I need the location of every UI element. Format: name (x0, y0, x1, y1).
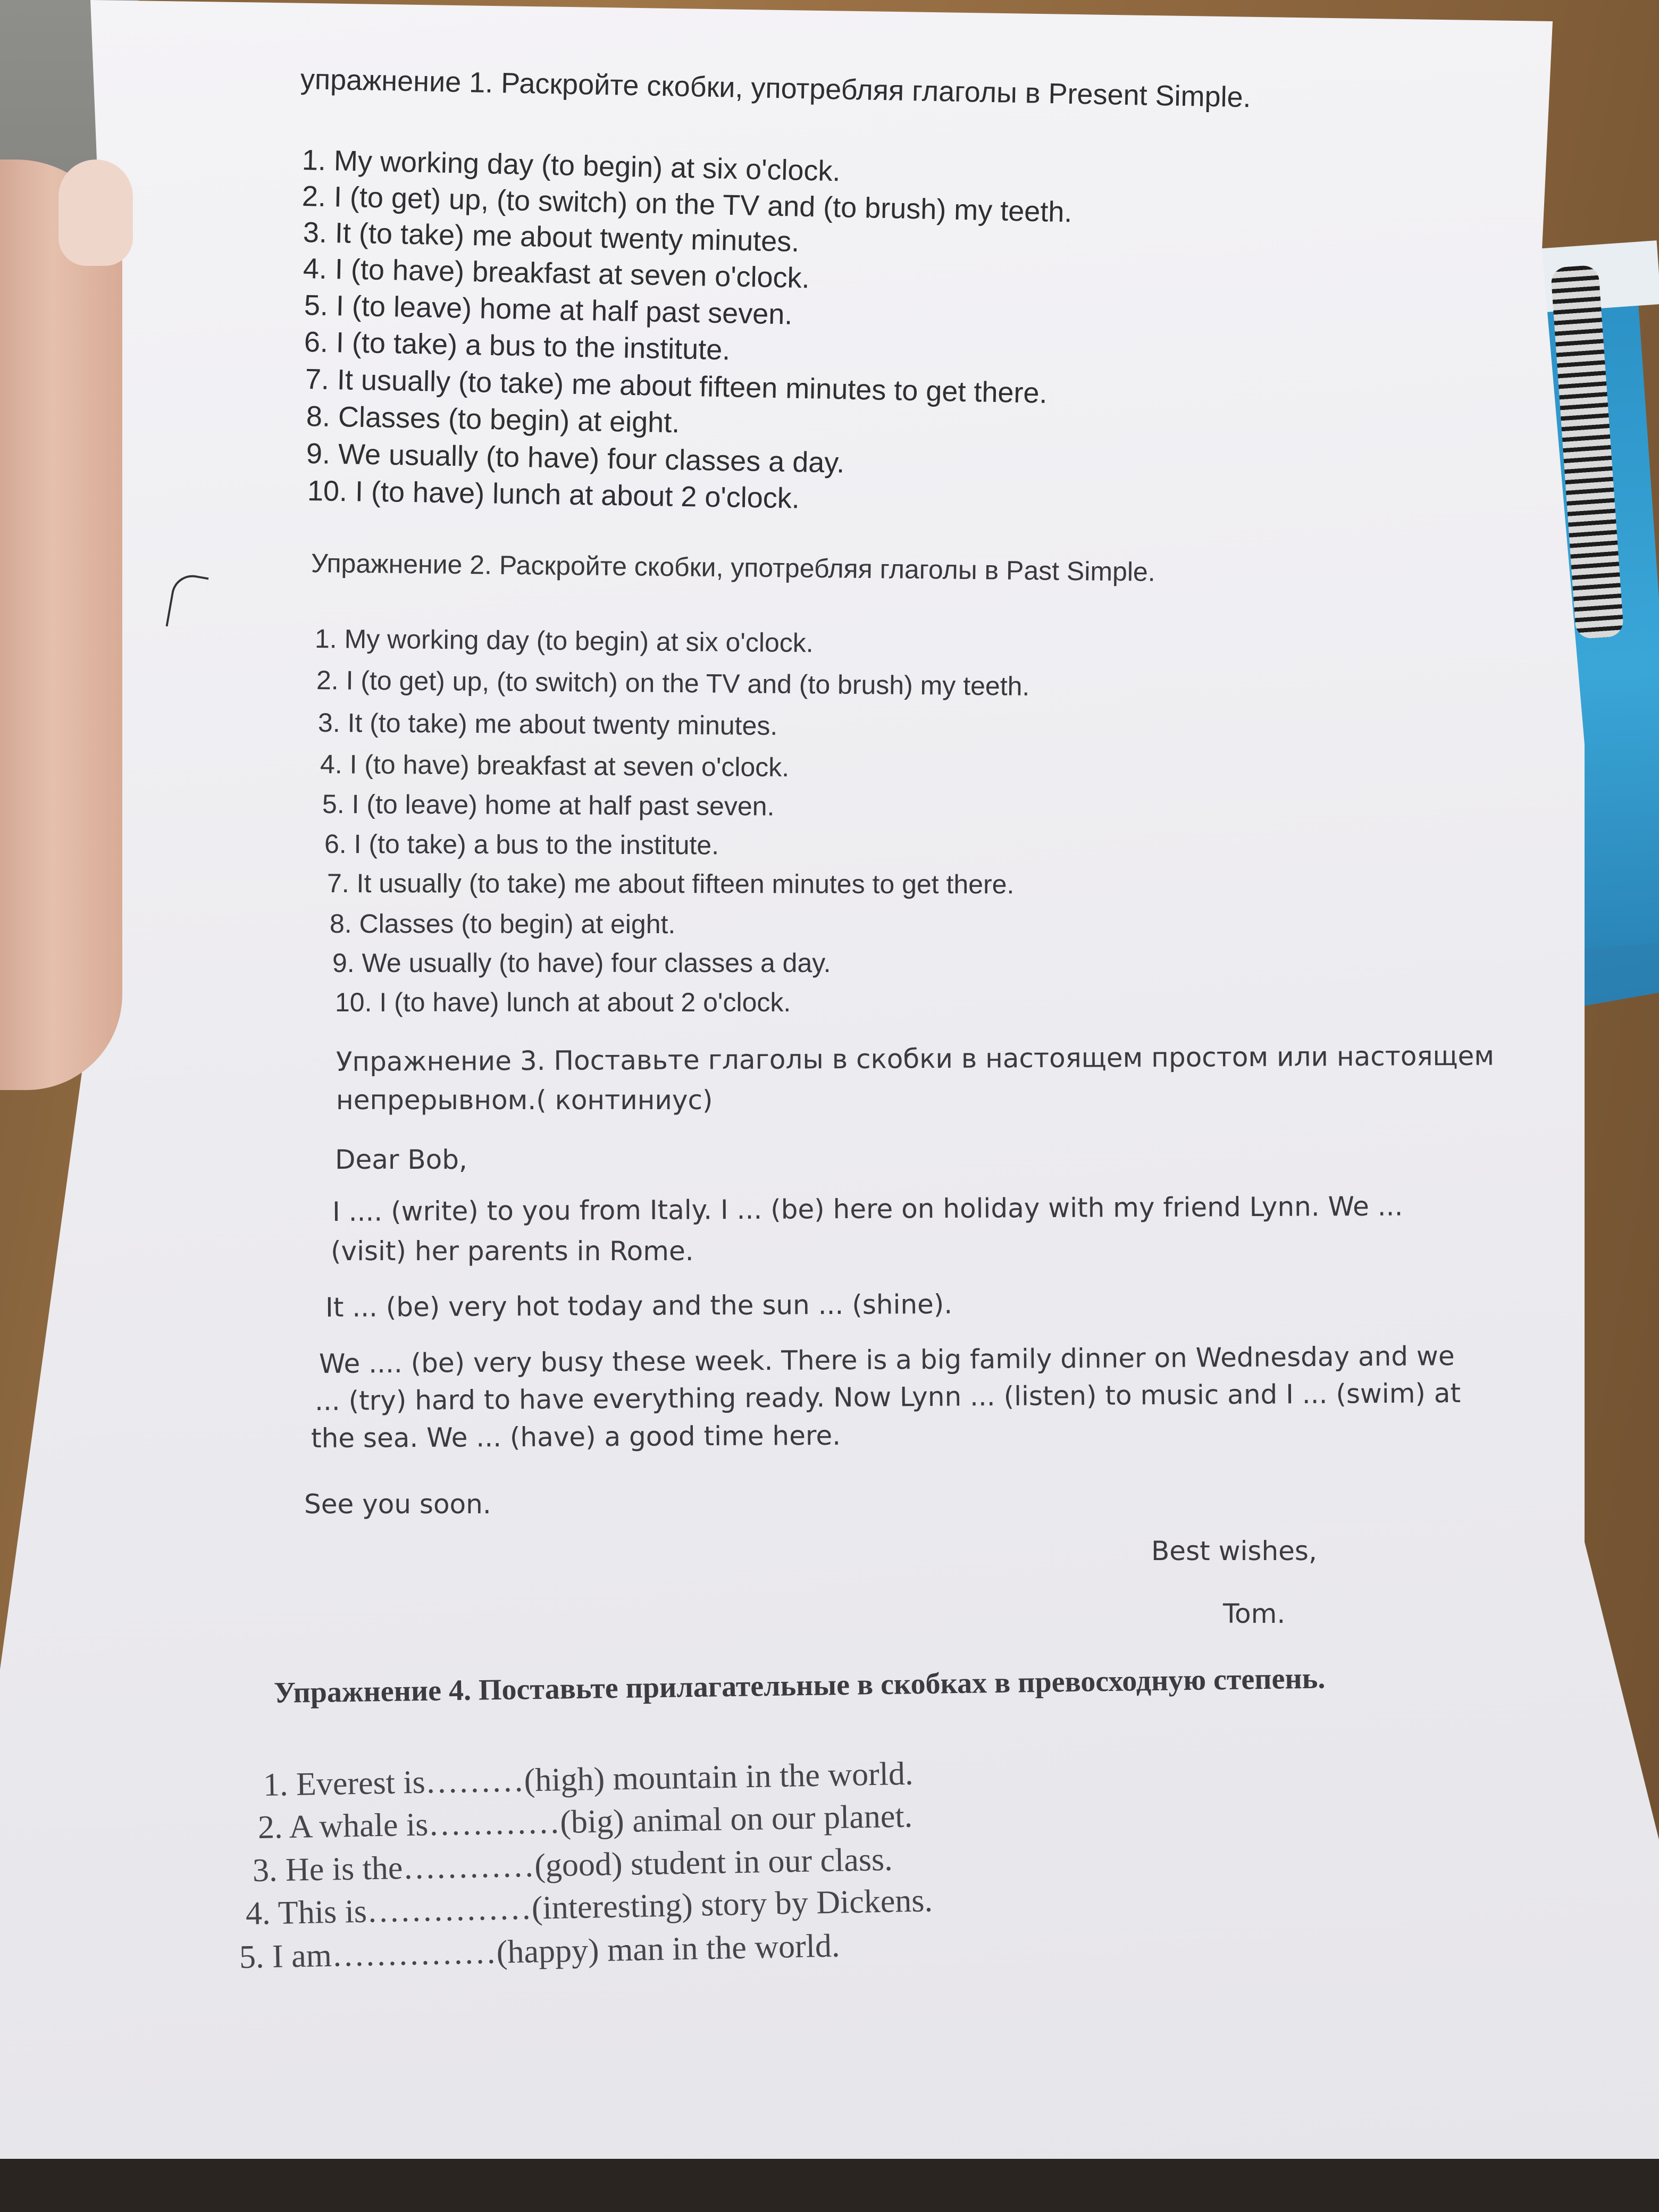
exercise-2-item: 10. I (to have) lunch at about 2 o'clock. (335, 987, 791, 1017)
exercise-2-title: Упражнение 2. Раскройте скобки, употребляя глаголы в Past Simple. (311, 548, 1155, 587)
exercise-1-item: 7. It usually (to take) me about fifteen minutes to get there. (305, 363, 1048, 409)
exercise-4-item: 1. Everest is………(high) mountain in the world. (263, 1755, 914, 1803)
letter-greeting: Dear Bob, (335, 1144, 467, 1175)
exercise-2-item: 3. It (to take) me about twenty minutes. (317, 708, 778, 741)
letter-paragraph-1: (visit) her parents in Rome. (331, 1236, 694, 1267)
exercise-4-title: Упражнение 4. Поставьте прилагательные в скобках в превосходную степень. (273, 1662, 1326, 1710)
letter-closing: See you soon. (304, 1489, 491, 1520)
exercise-2-item: 1. My working day (to begin) at six o'clock. (314, 624, 814, 658)
exercise-1-item: 2. I (to get) up, (to switch) on the TV and (to brush) my teeth. (301, 180, 1073, 229)
exercise-1-item: 4. I (to have) breakfast at seven o'clock. (303, 253, 810, 295)
exercise-4-item: 4. This is……………(interesting) story by Dickens. (245, 1882, 933, 1932)
exercise-2-item: 4. I (to have) breakfast at seven o'clock. (320, 749, 790, 783)
exercise-1-item: 5. I (to leave) home at half past seven. (304, 289, 793, 331)
exercise-1-item: 1. My working day (to begin) at six o'clock. (301, 144, 841, 188)
exercise-4-item: 5. I am……………(happy) man in the world. (239, 1928, 840, 1975)
letter-wishes: Best wishes, (1151, 1536, 1317, 1566)
letter-paragraph-3: the sea. We ... (have) a good time here. (311, 1420, 841, 1454)
letter-paragraph-3: ... (try) hard to have everything ready. Now Lynn ... (listen) to music and I ... (swim) at (314, 1377, 1461, 1417)
letter-paragraph-1: I .... (write) to you from Italy. I ... (be) here on holiday with my friend Lynn. We ... (332, 1191, 1403, 1227)
exercise-2-item: 2. I (to get) up, (to switch) on the TV and (to brush) my teeth. (316, 665, 1030, 701)
exercise-3-title-cont: непрерывном.( континиус) (336, 1085, 713, 1116)
exercise-4-item: 2. A whale is…………(big) animal on our planet. (257, 1798, 913, 1846)
exercise-3-title: Упражнение 3. Поставьте глаголы в скобки в настоящем простом или настоящем (336, 1040, 1495, 1077)
exercise-2-item: 9. We usually (to have) four classes a day. (332, 948, 831, 978)
letter-signature: Tom. (1223, 1598, 1286, 1629)
exercise-2-item: 7. It usually (to take) me about fifteen minutes to get there. (326, 868, 1015, 900)
exercise-1-item: 3. It (to take) me about twenty minutes. (303, 216, 800, 258)
exercise-2-item: 5. I (to leave) home at half past seven. (322, 789, 775, 822)
exercise-2-item: 6. I (to take) a bus to the institute. (324, 829, 719, 860)
exercise-1-item: 6. I (to take) a bus to the institute. (304, 326, 731, 366)
exercise-1-item: 8. Classes (to begin) at eight. (306, 400, 680, 439)
letter-paragraph-2: It ... (be) very hot today and the sun ... (shine). (325, 1288, 953, 1323)
exercise-2-item: 8. Classes (to begin) at eight. (329, 909, 676, 940)
exercise-1-item: 9. We usually (to have) four classes a day. (306, 438, 845, 479)
exercise-4-item: 3. He is the…………(good) student in our class. (252, 1841, 893, 1889)
letter-paragraph-3: We .... (be) very busy these week. There is a big family dinner on Wednesday and we (319, 1340, 1455, 1379)
exercise-1-title: упражнение 1. Раскройте скобки, употребляя глаголы в Present Simple. (300, 63, 1252, 114)
exercise-1-item: 10. I (to have) lunch at about 2 o'clock. (307, 475, 800, 515)
